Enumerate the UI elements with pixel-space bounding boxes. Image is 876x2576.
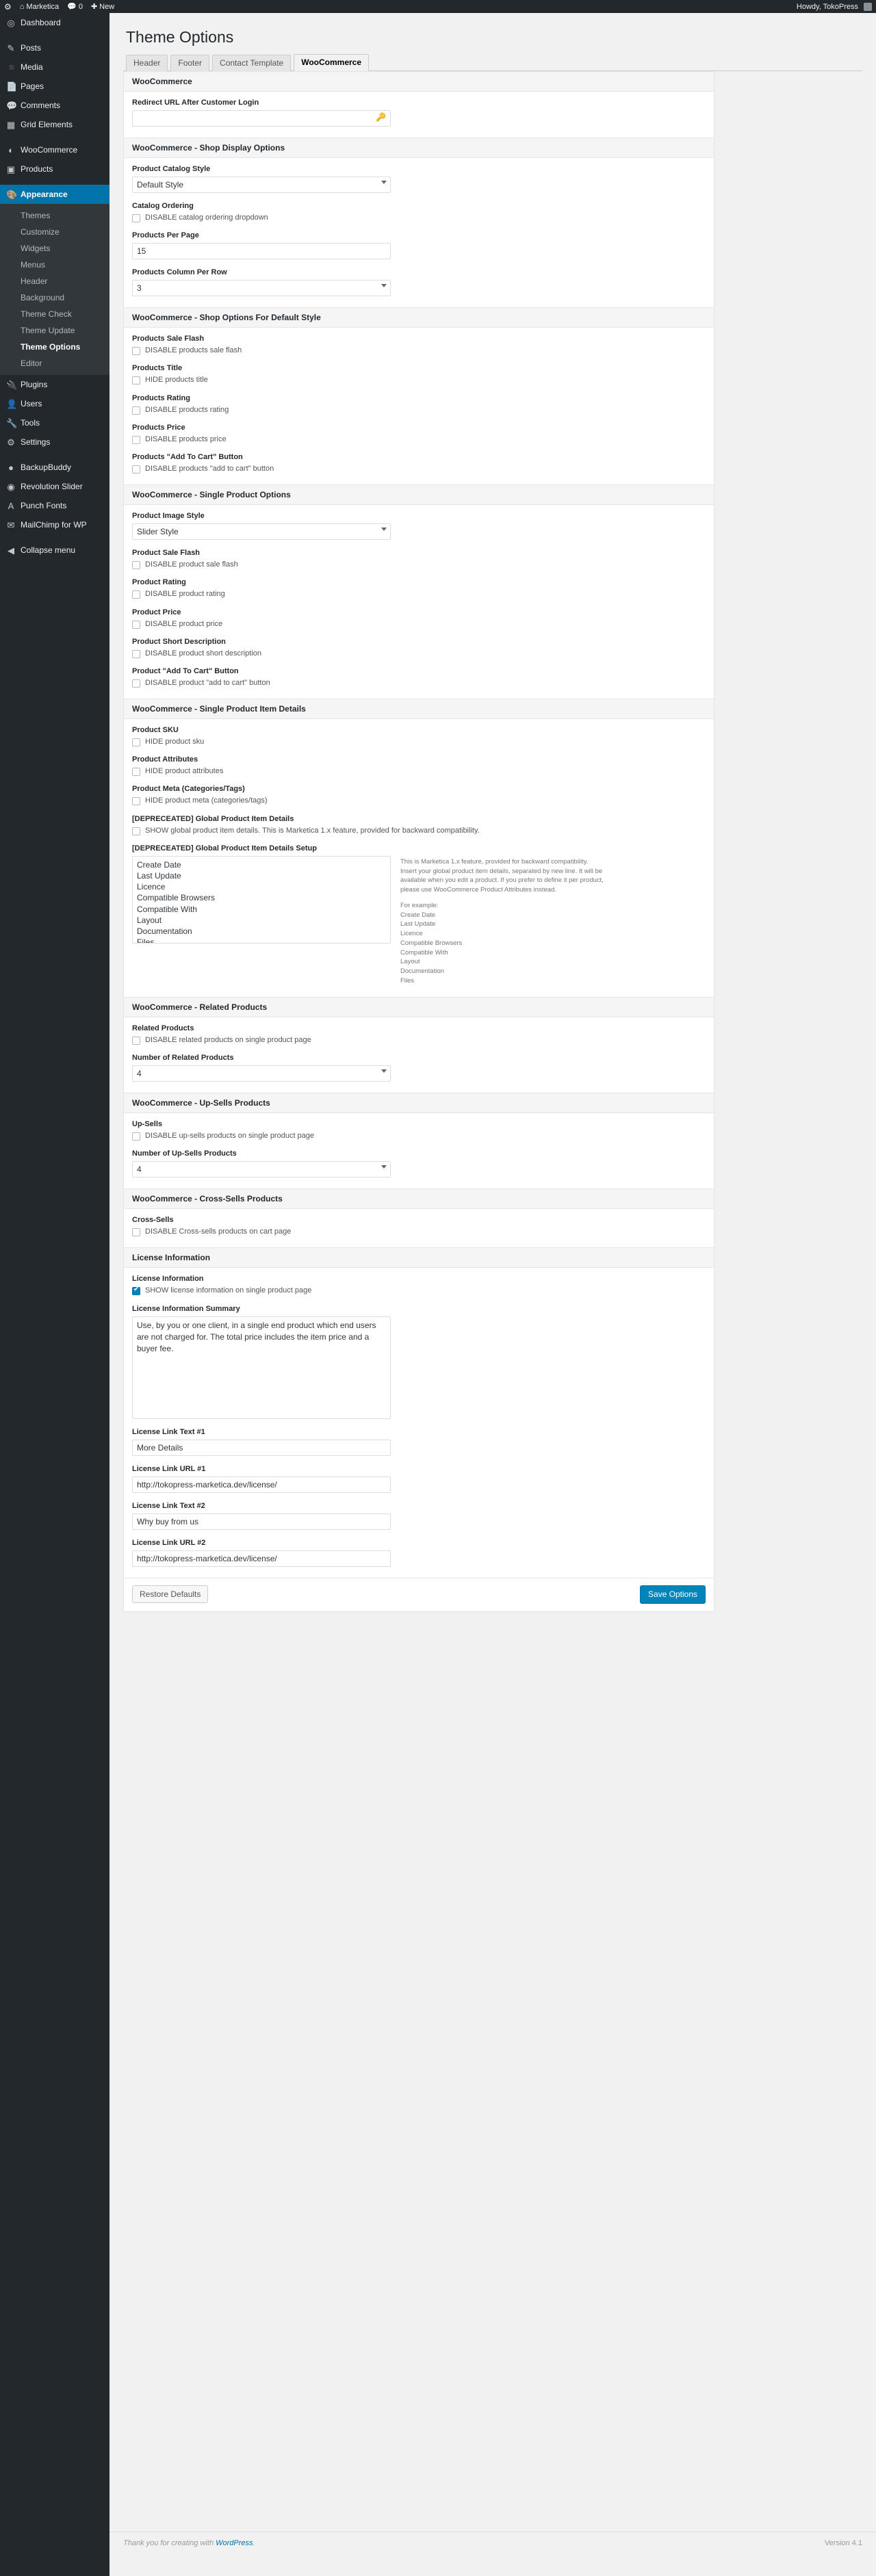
help-example-item: Layout [400, 958, 420, 966]
checkbox-label: DISABLE products sale flash [145, 346, 242, 355]
sidebar-item-label: BackupBuddy [21, 463, 72, 472]
submenu-item-themes[interactable]: Themes [21, 211, 51, 220]
field-label: [DEPRECEATED] Global Product Item Details Setup [132, 844, 317, 853]
wordpress-link[interactable]: WordPress [216, 2539, 253, 2547]
appearance-submenu [0, 204, 110, 375]
product-rating-checkbox[interactable] [132, 590, 140, 599]
menu-separator [0, 32, 110, 38]
footer-thanks [123, 2539, 255, 2547]
checkbox-label: SHOW license information on single product page [145, 1286, 312, 1295]
sidebar-item-appearance[interactable] [0, 185, 110, 204]
sidebar-item-grid-elements[interactable] [0, 115, 110, 134]
field-label: Number of Related Products [132, 1053, 234, 1062]
sidebar-item-label: Dashboard [21, 18, 61, 27]
section-heading-item-details: WooCommerce - Single Product Item Details [124, 699, 714, 719]
section-body-license [124, 1268, 714, 1577]
sidebar-item-label: Collapse menu [21, 545, 76, 555]
sidebar-item-plugins[interactable] [0, 375, 110, 394]
field-label: Products Column Per Row [132, 268, 227, 277]
sidebar-item-label: Revolution Slider [21, 482, 83, 491]
comments-bubble[interactable] [63, 0, 87, 13]
global-item-details-checkbox[interactable] [132, 827, 140, 835]
field-license-link-text-2 [132, 1502, 706, 1530]
products-per-page-input[interactable] [132, 243, 391, 259]
sidebar-item-label: Grid Elements [21, 120, 73, 129]
menu-separator [0, 452, 110, 458]
field-label: Products Title [132, 364, 183, 373]
checkbox-label: HIDE product meta (categories/tags) [145, 796, 268, 805]
product-sale-flash-checkbox[interactable] [132, 561, 140, 569]
checkbox-label: DISABLE related products on single product page [145, 1035, 311, 1044]
tools-icon: 🔧 [6, 417, 18, 428]
field-global-item-details [132, 815, 706, 835]
checkbox-label: DISABLE product "add to cart" button [145, 678, 270, 687]
field-label: Product Price [132, 608, 181, 616]
field-label: Products "Add To Cart" Button [132, 452, 243, 461]
users-icon: 👤 [6, 398, 18, 409]
field-number-related [132, 1054, 706, 1082]
global-item-details-textarea[interactable] [132, 856, 391, 944]
field-products-price [132, 424, 706, 444]
pages-icon: 📄 [6, 81, 18, 92]
checkbox-label: HIDE products title [145, 376, 208, 385]
media-icon: ◾ [6, 62, 18, 73]
sidebar-item-label: Users [21, 399, 42, 408]
help-example-item: Last Update [400, 920, 436, 928]
field-label: License Information [132, 1275, 204, 1284]
sidebar-item-settings[interactable] [0, 432, 110, 452]
section-heading-shop-default: WooCommerce - Shop Options For Default Style [124, 307, 714, 328]
admin-footer [110, 2532, 876, 2554]
backupbuddy-icon: ● [8, 462, 14, 473]
field-label: Product Attributes [132, 755, 198, 764]
settings-icon: ⚙ [7, 437, 15, 447]
product-attributes-checkbox[interactable] [132, 768, 140, 776]
menu-separator [0, 534, 110, 541]
product-short-description-checkbox[interactable] [132, 650, 140, 658]
sidebar-item-label: Comments [21, 101, 61, 110]
field-product-meta [132, 785, 706, 805]
submenu-item-editor[interactable]: Editor [21, 359, 42, 368]
field-license-information [132, 1275, 706, 1295]
products-column-select[interactable] [132, 280, 391, 296]
sidebar-item-collapse-menu[interactable] [0, 541, 110, 560]
footer-thanks-prefix: Thank you for creating with [123, 2539, 216, 2547]
help-example-item: Licence [400, 930, 423, 938]
field-product-catalog-style [132, 165, 706, 193]
new-content-menu[interactable] [87, 0, 118, 13]
checkbox-label: DISABLE catalog ordering dropdown [145, 213, 268, 222]
help-example-item: Documentation [400, 967, 444, 976]
section-body-single-product [124, 505, 714, 699]
number-upsells-select[interactable] [132, 1161, 391, 1178]
field-products-add-to-cart [132, 453, 706, 473]
checkbox-label: SHOW global product item details. This is Marketica 1.x feature, provided for backward compatibility. [145, 826, 480, 835]
submenu-item-customize[interactable]: Customize [21, 227, 60, 237]
sidebar-item-label: WooCommerce [21, 145, 78, 155]
products-price-checkbox[interactable] [132, 436, 140, 444]
help-example-title: For example: [400, 901, 439, 909]
sidebar-item-label: Punch Fonts [21, 501, 67, 510]
submenu-item-theme-update[interactable]: Theme Update [21, 326, 75, 335]
dashboard-icon: ◎ [7, 17, 15, 28]
panel-actions [124, 1578, 714, 1612]
comments-count: 0 [78, 2, 83, 11]
checkbox-label: DISABLE product short description [145, 649, 261, 658]
field-product-image-style [132, 512, 706, 540]
admin-bar [0, 0, 876, 13]
checkbox-label: DISABLE products "add to cart" button [145, 464, 274, 473]
field-global-item-details-setup [132, 844, 706, 986]
products-add-to-cart-checkbox[interactable] [132, 465, 140, 473]
sidebar-item-posts[interactable] [0, 38, 110, 57]
field-label: Product SKU [132, 726, 179, 735]
section-body-upsells [124, 1113, 714, 1188]
field-label: Up-Sells [132, 1119, 163, 1128]
sidebar-item-label: Products [21, 164, 53, 174]
product-meta-checkbox[interactable] [132, 797, 140, 805]
restore-defaults-button[interactable]: Restore Defaults [132, 1585, 208, 1604]
section-heading-license: License Information [124, 1247, 714, 1268]
help-example-item: Files [400, 977, 415, 985]
checkbox-label: DISABLE product sale flash [145, 560, 238, 569]
field-label: Catalog Ordering [132, 202, 194, 210]
field-product-add-to-cart [132, 667, 706, 688]
field-product-attributes [132, 755, 706, 776]
help-paragraph: This is Marketica 1.x feature, provided for backward compatibility. Insert your global product item details, separated by new line. It will be available when you edit a product. If you prefer to define it per product, please use WooCommerce Product Attributes instead. [400, 857, 604, 894]
section-body-shop-display [124, 158, 714, 307]
section-body-crosssells [124, 1209, 714, 1247]
checkbox-label: DISABLE Cross-sells products on cart page [145, 1227, 292, 1236]
catalog-ordering-checkbox[interactable] [132, 214, 140, 222]
license-link-url-2-input[interactable] [132, 1550, 391, 1567]
sidebar-item-mailchimp[interactable] [0, 515, 110, 534]
section-heading-related: WooCommerce - Related Products [124, 997, 714, 1017]
field-redirect-url [132, 99, 706, 127]
product-add-to-cart-checkbox[interactable] [132, 679, 140, 688]
field-label: License Link URL #2 [132, 1538, 206, 1547]
options-panel [123, 71, 714, 1612]
field-products-sale-flash [132, 335, 706, 355]
field-label: Product Catalog Style [132, 165, 211, 173]
sidebar-item-users[interactable] [0, 394, 110, 413]
field-label: Products Per Page [132, 231, 199, 240]
fonts-icon: A [8, 500, 14, 511]
section-heading-crosssells: WooCommerce - Cross-Sells Products [124, 1188, 714, 1209]
appearance-icon: 🎨 [6, 189, 18, 200]
number-related-select[interactable] [132, 1065, 391, 1082]
field-label: [DEPRECEATED] Global Product Item Details [132, 814, 294, 823]
field-product-sale-flash [132, 549, 706, 569]
version-label: Version 4.1 [824, 2539, 862, 2547]
sidebar-item-label: Posts [21, 43, 42, 53]
key-icon: 🔑 [376, 112, 386, 122]
field-number-upsells [132, 1149, 706, 1178]
checkbox-label: DISABLE products rating [145, 405, 229, 414]
field-product-short-description [132, 638, 706, 658]
menu-separator [0, 179, 110, 185]
mailchimp-icon: ✉ [7, 519, 15, 530]
woocommerce-icon: ◐ [8, 144, 14, 155]
checkbox-label: HIDE product attributes [145, 767, 224, 776]
tab-footer[interactable]: Footer [170, 55, 209, 71]
field-label: Product Sale Flash [132, 549, 201, 558]
products-sale-flash-checkbox[interactable] [132, 347, 140, 355]
field-catalog-ordering [132, 202, 706, 222]
field-label: Cross-Sells [132, 1216, 174, 1225]
crosssells-checkbox[interactable] [132, 1228, 140, 1236]
help-example-item: Compatible With [400, 948, 448, 957]
main-content [110, 13, 876, 1612]
license-link-url-1-input[interactable] [132, 1476, 391, 1493]
upsells-checkbox[interactable] [132, 1132, 140, 1141]
sidebar-item-backupbuddy[interactable] [0, 458, 110, 477]
field-license-link-url-1 [132, 1465, 706, 1493]
checkbox-label: HIDE product sku [145, 738, 205, 746]
menu-separator [0, 134, 110, 140]
sidebar-item-label: Plugins [21, 380, 48, 389]
products-rating-checkbox[interactable] [132, 406, 140, 415]
sidebar-item-dashboard[interactable] [0, 13, 110, 32]
field-label: License Link Text #2 [132, 1501, 205, 1510]
field-license-link-text-1 [132, 1428, 706, 1456]
checkbox-label: DISABLE product rating [145, 590, 225, 599]
sidebar-item-products[interactable] [0, 159, 110, 179]
license-link-text-2-input[interactable] [132, 1513, 391, 1530]
field-label: Number of Up-Sells Products [132, 1149, 237, 1158]
tab-contact-template[interactable]: Contact Template [212, 55, 291, 71]
field-label: Product "Add To Cart" Button [132, 666, 239, 675]
field-products-rating [132, 394, 706, 415]
product-catalog-style-select[interactable] [132, 177, 391, 193]
field-label: License Link Text #1 [132, 1427, 205, 1436]
section-heading-shop-display: WooCommerce - Shop Display Options [124, 138, 714, 158]
tab-woocommerce[interactable]: WooCommerce [294, 54, 369, 71]
sidebar-item-punch-fonts[interactable] [0, 496, 110, 515]
comment-bubble-icon: 💬 [67, 3, 77, 11]
wp-logo-icon: ⚙ [4, 1, 12, 12]
tab-header[interactable]: Header [126, 55, 168, 71]
sidebar-item-label: Settings [21, 437, 51, 447]
field-label: Related Products [132, 1024, 194, 1032]
sidebar-item-revolution-slider[interactable] [0, 477, 110, 496]
sidebar-item-label: Appearance [21, 190, 68, 199]
checkbox-label: DISABLE products price [145, 434, 227, 443]
help-example-item: Create Date [400, 911, 436, 919]
field-products-column-per-row [132, 268, 706, 296]
field-upsells [132, 1120, 706, 1141]
section-heading-single-product: WooCommerce - Single Product Options [124, 484, 714, 505]
product-image-style-select[interactable] [132, 523, 391, 540]
sidebar-item-tools[interactable] [0, 413, 110, 432]
grid-icon: ▦ [6, 119, 16, 130]
submenu-item-background[interactable]: Background [21, 293, 65, 302]
admin-sidebar [0, 13, 110, 2576]
products-icon: ▣ [6, 164, 16, 174]
section-body-woocommerce [124, 92, 714, 138]
field-label: Product Meta (Categories/Tags) [132, 785, 245, 794]
section-heading-woocommerce: WooCommerce [124, 72, 714, 92]
redirect-url-input[interactable] [132, 110, 391, 127]
howdy-label: Howdy, TokoPress [796, 2, 858, 11]
avatar [864, 3, 872, 11]
field-label: Product Rating [132, 578, 186, 587]
sidebar-item-label: Tools [21, 418, 40, 428]
license-information-checkbox[interactable] [132, 1287, 140, 1295]
sidebar-item-label: Pages [21, 81, 44, 91]
field-label: Products Rating [132, 393, 190, 402]
footer-thanks-suffix: . [253, 2539, 255, 2547]
site-name-menu[interactable] [16, 0, 63, 13]
submenu-item-header[interactable]: Header [21, 276, 48, 286]
submenu-item-theme-check[interactable]: Theme Check [21, 309, 72, 319]
checkbox-label: DISABLE up-sells products on single product page [145, 1131, 315, 1140]
section-body-shop-default [124, 328, 714, 484]
slider-icon: ◉ [7, 481, 15, 492]
field-products-title [132, 364, 706, 385]
field-product-rating [132, 578, 706, 599]
field-label: License Information Summary [132, 1304, 240, 1313]
field-label: Product Short Description [132, 637, 226, 646]
theme-options-tabs [123, 53, 862, 71]
product-sku-checkbox[interactable] [132, 738, 140, 746]
field-products-per-page [132, 231, 706, 259]
product-price-checkbox[interactable] [132, 621, 140, 629]
field-label: Products Sale Flash [132, 335, 205, 343]
sidebar-item-pages[interactable] [0, 77, 110, 96]
submenu-item-menus[interactable]: Menus [21, 260, 46, 270]
site-name-label: Marketica [26, 2, 60, 11]
posts-icon: ✎ [7, 42, 15, 53]
sidebar-item-media[interactable] [0, 57, 110, 77]
submenu-item-theme-options[interactable]: Theme Options [21, 342, 81, 352]
submenu-item-widgets[interactable]: Widgets [21, 244, 51, 253]
plus-icon: ✚ [90, 3, 98, 11]
field-label: Redirect URL After Customer Login [132, 99, 259, 107]
item-details-help [400, 856, 606, 986]
sidebar-item-label: Media [21, 62, 43, 72]
save-options-button[interactable]: Save Options [640, 1585, 706, 1604]
wp-logo-menu[interactable] [0, 0, 16, 13]
field-license-summary [132, 1305, 706, 1419]
section-heading-upsells: WooCommerce - Up-Sells Products [124, 1093, 714, 1113]
field-license-link-url-2 [132, 1539, 706, 1567]
plugins-icon: 🔌 [6, 379, 18, 390]
sidebar-item-comments[interactable] [0, 96, 110, 115]
help-example-item: Compatible Browsers [400, 939, 463, 947]
section-body-item-details [124, 719, 714, 997]
field-related-products [132, 1024, 706, 1045]
field-crosssells [132, 1216, 706, 1236]
license-summary-textarea[interactable] [132, 1316, 391, 1419]
collapse-icon: ◀ [8, 545, 14, 556]
section-body-related [124, 1017, 714, 1093]
comments-icon: 💬 [6, 100, 18, 111]
sidebar-item-label: MailChimp for WP [21, 520, 87, 530]
related-products-checkbox[interactable] [132, 1037, 140, 1045]
products-title-checkbox[interactable] [132, 376, 140, 385]
field-product-sku [132, 726, 706, 746]
page-title: Theme Options [126, 28, 234, 46]
sidebar-item-woocommerce[interactable] [0, 140, 110, 159]
my-account-menu[interactable] [793, 0, 876, 13]
license-link-text-1-input[interactable] [132, 1440, 391, 1456]
field-label: License Link URL #1 [132, 1464, 206, 1473]
new-label: New [99, 2, 115, 11]
field-label: Product Image Style [132, 512, 205, 521]
field-label: Products Price [132, 423, 185, 432]
field-product-price [132, 608, 706, 629]
checkbox-label: DISABLE product price [145, 619, 223, 628]
home-icon: ⌂ [19, 2, 25, 11]
